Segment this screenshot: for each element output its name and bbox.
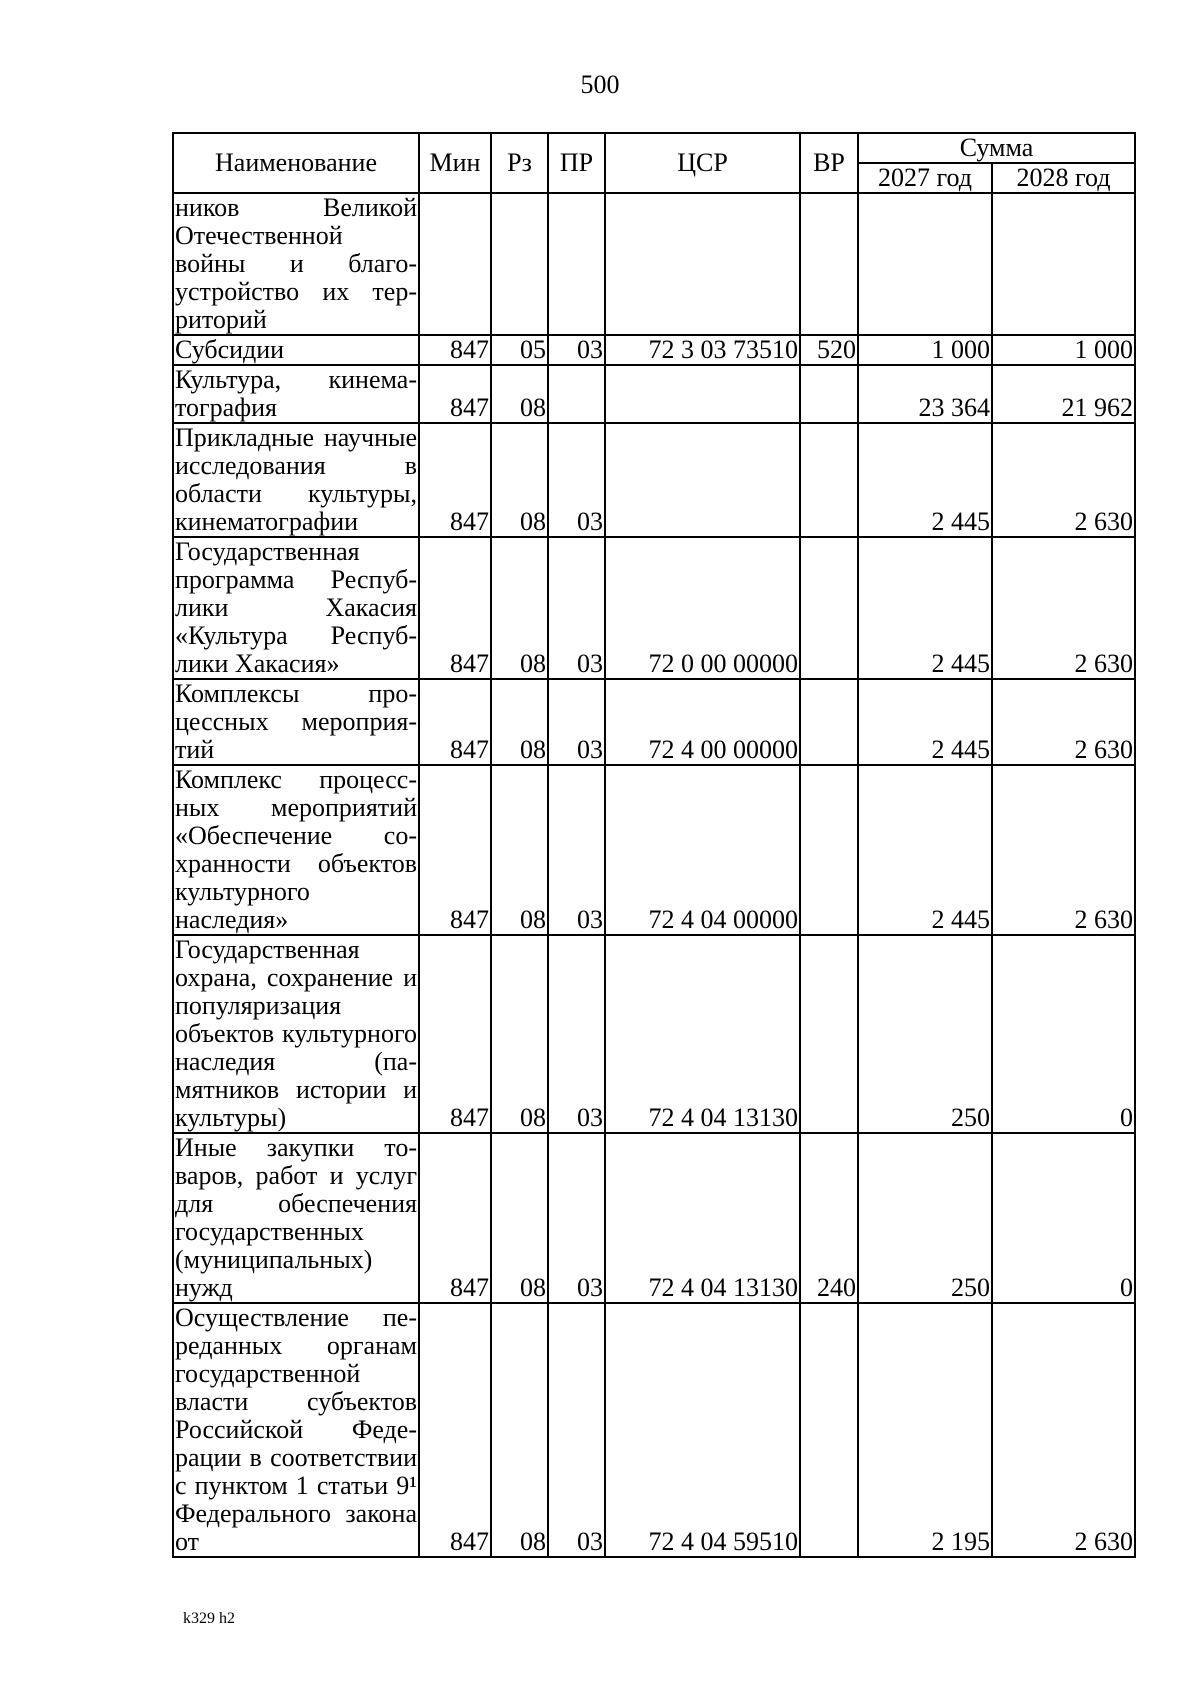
cell-vr (800, 765, 858, 935)
cell-vr (800, 423, 858, 537)
cell-min: 847 (419, 1303, 491, 1557)
cell-pr: 03 (548, 1133, 605, 1303)
cell-name: Осуществление переданных органам государственной власти субъектов Российской Федерации в соответствии с пунктом 1 статьи 9¹ Федерального закона от (175, 1303, 417, 1556)
cell-vr: 520 (800, 335, 858, 365)
table-body (173, 193, 1135, 1557)
cell-sum-2027 (858, 193, 992, 335)
cell-name: Иные закупки товаров, работ и услуг для обеспечения государственных (муниципальных) нужд (175, 1133, 417, 1302)
header-min: Мин (419, 133, 491, 193)
table-row (173, 935, 1135, 1133)
cell-sum-2028: 2 630 (992, 423, 1135, 537)
cell-sum-2028: 2 630 (992, 537, 1135, 679)
cell-sum-2027: 250 (858, 935, 992, 1133)
cell-csr: 72 0 00 00000 (605, 537, 800, 679)
header-year-2028: 2028 год (992, 163, 1135, 193)
header-vr: ВР (800, 133, 858, 193)
cell-csr: 72 4 04 13130 (605, 1133, 800, 1303)
cell-pr: 03 (548, 935, 605, 1133)
table-row (173, 335, 1135, 365)
table-row (173, 423, 1135, 537)
header-sum: Сумма (858, 133, 1135, 163)
cell-sum-2027: 2 195 (858, 1303, 992, 1557)
cell-vr (800, 537, 858, 679)
cell-sum-2027: 2 445 (858, 765, 992, 935)
cell-pr (548, 365, 605, 423)
cell-sum-2028: 21 962 (992, 365, 1135, 423)
cell-pr: 03 (548, 537, 605, 679)
cell-rz: 08 (491, 679, 548, 765)
cell-csr (605, 365, 800, 423)
cell-min: 847 (419, 765, 491, 935)
cell-sum-2027: 23 364 (858, 365, 992, 423)
table-row (173, 537, 1135, 679)
cell-pr: 03 (548, 1303, 605, 1557)
cell-rz: 05 (491, 335, 548, 365)
cell-min: 847 (419, 1133, 491, 1303)
cell-rz: 08 (491, 1133, 548, 1303)
header-rz: Рз (491, 133, 548, 193)
cell-name: Комплекс процессных мероприятий «Обеспечение сохранности объектов культурного наследия» (175, 765, 417, 934)
cell-name: Культура, кинематография (175, 365, 417, 422)
cell-csr: 72 4 00 00000 (605, 679, 800, 765)
cell-pr (548, 193, 605, 335)
table-row (173, 1303, 1135, 1557)
table-row (173, 1133, 1135, 1303)
cell-sum-2027: 250 (858, 1133, 992, 1303)
cell-name: Государственная охрана, сохранение и популяризация объектов культурного наследия (памятников истории и культуры) (175, 935, 417, 1132)
header-year-2027: 2027 год (858, 163, 992, 193)
cell-rz: 08 (491, 935, 548, 1133)
table-row (173, 365, 1135, 423)
cell-sum-2028: 0 (992, 1133, 1135, 1303)
cell-name: Субсидии (173, 335, 419, 365)
cell-min: 847 (419, 365, 491, 423)
cell-csr: 72 4 04 00000 (605, 765, 800, 935)
cell-vr: 240 (800, 1133, 858, 1303)
cell-csr (605, 193, 800, 335)
cell-csr: 72 4 04 13130 (605, 935, 800, 1133)
cell-rz: 08 (491, 365, 548, 423)
cell-sum-2028: 2 630 (992, 1303, 1135, 1557)
header-csr: ЦСР (605, 133, 800, 193)
cell-vr (800, 365, 858, 423)
cell-min: 847 (419, 935, 491, 1133)
cell-sum-2028: 0 (992, 935, 1135, 1133)
cell-sum-2027: 2 445 (858, 679, 992, 765)
cell-name: Комплексы процессных мероприятий (175, 679, 417, 764)
header-name: Наименование (173, 133, 419, 193)
cell-rz: 08 (491, 537, 548, 679)
table-row (173, 193, 1135, 335)
cell-sum-2028: 2 630 (992, 765, 1135, 935)
cell-rz: 08 (491, 765, 548, 935)
cell-rz: 08 (491, 423, 548, 537)
cell-sum-2027: 2 445 (858, 423, 992, 537)
table-row (173, 679, 1135, 765)
cell-min: 847 (419, 423, 491, 537)
cell-pr: 03 (548, 423, 605, 537)
cell-pr: 03 (548, 765, 605, 935)
cell-pr: 03 (548, 679, 605, 765)
cell-vr (800, 193, 858, 335)
cell-name: Государственная программа Республики Хакасия «Культура Республики Хакасия» (175, 537, 417, 678)
cell-csr: 72 4 04 59510 (605, 1303, 800, 1557)
cell-vr (800, 1303, 858, 1557)
table-row (173, 765, 1135, 935)
cell-min: 847 (419, 537, 491, 679)
cell-min (419, 193, 491, 335)
cell-csr: 72 3 03 73510 (605, 335, 800, 365)
cell-csr (605, 423, 800, 537)
cell-min: 847 (419, 335, 491, 365)
cell-sum-2028 (992, 193, 1135, 335)
cell-name: Прикладные научные исследования в области культуры, кинематографии (175, 423, 417, 536)
cell-rz (491, 193, 548, 335)
cell-name: ников Великой Отечественной войны и благоустройство их территорий (175, 193, 417, 334)
cell-rz: 08 (491, 1303, 548, 1557)
cell-sum-2028: 2 630 (992, 679, 1135, 765)
cell-sum-2027: 1 000 (858, 335, 992, 365)
budget-table (172, 132, 1136, 1558)
page-number: 500 (580, 70, 620, 99)
cell-vr (800, 679, 858, 765)
cell-vr (800, 935, 858, 1133)
header-pr: ПР (548, 133, 605, 193)
cell-sum-2027: 2 445 (858, 537, 992, 679)
cell-min: 847 (419, 679, 491, 765)
cell-pr: 03 (548, 335, 605, 365)
footer-code: k329 h2 (183, 1610, 235, 1627)
cell-sum-2028: 1 000 (992, 335, 1135, 365)
